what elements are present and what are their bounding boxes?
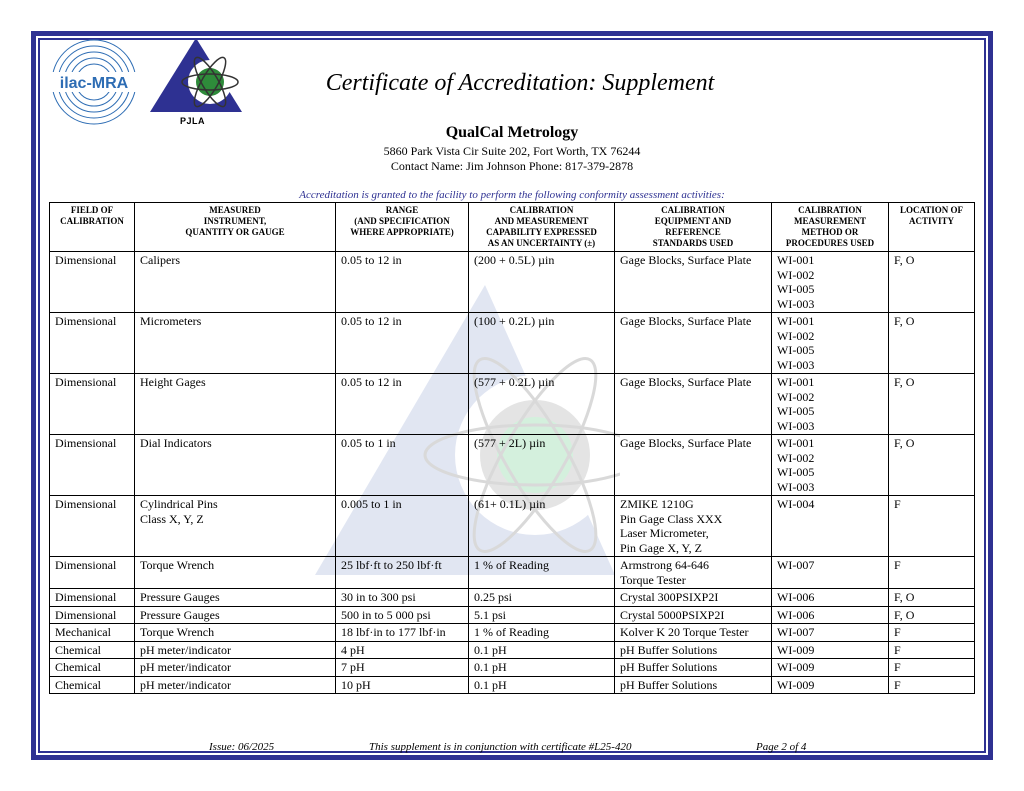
cell-location: F, O bbox=[889, 606, 975, 624]
table-row bbox=[50, 435, 975, 496]
cell-instrument: Pressure Gauges bbox=[135, 589, 336, 607]
cell-equipment: Gage Blocks, Surface Plate bbox=[615, 313, 772, 374]
footer-issue: Issue: 06/2025 bbox=[209, 741, 275, 753]
cell-location: F, O bbox=[889, 252, 975, 313]
pjla-logo-icon bbox=[148, 36, 248, 128]
cell-equipment: Gage Blocks, Surface Plate bbox=[615, 435, 772, 496]
cell-methods: WI-007 bbox=[772, 624, 889, 642]
cell-range: 10 pH bbox=[336, 676, 469, 694]
cell-field: Dimensional bbox=[50, 313, 135, 374]
ilac-logo-text: ilac-MRA bbox=[59, 75, 129, 92]
cell-methods: WI-009 bbox=[772, 641, 889, 659]
cell-instrument: Calipers bbox=[135, 252, 336, 313]
cell-range: 0.05 to 12 in bbox=[336, 252, 469, 313]
cell-range: 30 in to 300 psi bbox=[336, 589, 469, 607]
cell-field: Dimensional bbox=[50, 435, 135, 496]
cell-methods: WI-006 bbox=[772, 606, 889, 624]
cell-field: Mechanical bbox=[50, 624, 135, 642]
cell-location: F bbox=[889, 496, 975, 557]
cell-uncertainty: (577 + 2L) µin bbox=[469, 435, 615, 496]
scope-table bbox=[49, 202, 975, 694]
cell-equipment: pH Buffer Solutions bbox=[615, 641, 772, 659]
cell-location: F, O bbox=[889, 374, 975, 435]
table-row bbox=[50, 496, 975, 557]
column-header: RANGE (AND SPECIFICATION WHERE APPROPRIATE) bbox=[336, 203, 469, 252]
table-row bbox=[50, 624, 975, 642]
cell-range: 500 in to 5 000 psi bbox=[336, 606, 469, 624]
cell-methods: WI-004 bbox=[772, 496, 889, 557]
cell-range: 0.05 to 1 in bbox=[336, 435, 469, 496]
cell-field: Dimensional bbox=[50, 606, 135, 624]
cell-equipment: Gage Blocks, Surface Plate bbox=[615, 374, 772, 435]
cell-uncertainty: 0.25 psi bbox=[469, 589, 615, 607]
cell-instrument: Dial Indicators bbox=[135, 435, 336, 496]
cell-instrument: Pressure Gauges bbox=[135, 606, 336, 624]
column-header: CALIBRATION EQUIPMENT AND REFERENCE STANDARDS USED bbox=[615, 203, 772, 252]
column-header: LOCATION OF ACTIVITY bbox=[889, 203, 975, 252]
table-row bbox=[50, 313, 975, 374]
cell-field: Chemical bbox=[50, 659, 135, 677]
table-row bbox=[50, 641, 975, 659]
column-header: CALIBRATION AND MEASUREMENT CAPABILITY EXPRESSED AS AN UNCERTAINTY (±) bbox=[469, 203, 615, 252]
cell-methods: WI-001 WI-002 WI-005 WI-003 bbox=[772, 374, 889, 435]
table-header-row bbox=[50, 203, 975, 252]
cell-range: 0.005 to 1 in bbox=[336, 496, 469, 557]
cell-instrument: pH meter/indicator bbox=[135, 641, 336, 659]
table-row bbox=[50, 676, 975, 694]
table-row bbox=[50, 589, 975, 607]
cell-range: 18 lbf·in to 177 lbf·in bbox=[336, 624, 469, 642]
cell-instrument: Cylindrical Pins Class X, Y, Z bbox=[135, 496, 336, 557]
certificate-title: Certificate of Accreditation: Supplement bbox=[325, 70, 715, 96]
cell-field: Dimensional bbox=[50, 557, 135, 589]
cell-methods: WI-009 bbox=[772, 676, 889, 694]
cell-location: F bbox=[889, 641, 975, 659]
cell-uncertainty: 5.1 psi bbox=[469, 606, 615, 624]
cell-location: F bbox=[889, 624, 975, 642]
footer-supplement-note: This supplement is in conjunction with certificate #L25-420 bbox=[369, 741, 632, 753]
ilac-mra-logo-icon bbox=[48, 36, 140, 128]
cell-equipment: Armstrong 64-646 Torque Tester bbox=[615, 557, 772, 589]
cell-uncertainty: (100 + 0.2L) µin bbox=[469, 313, 615, 374]
cell-instrument: pH meter/indicator bbox=[135, 659, 336, 677]
cell-instrument: Height Gages bbox=[135, 374, 336, 435]
table-row bbox=[50, 374, 975, 435]
cell-methods: WI-001 WI-002 WI-005 WI-003 bbox=[772, 435, 889, 496]
cell-range: 0.05 to 12 in bbox=[336, 313, 469, 374]
footer-page: Page 2 of 4 bbox=[756, 741, 807, 753]
cell-range: 7 pH bbox=[336, 659, 469, 677]
cell-instrument: Torque Wrench bbox=[135, 557, 336, 589]
cell-uncertainty: (577 + 0.2L) µin bbox=[469, 374, 615, 435]
cell-location: F bbox=[889, 676, 975, 694]
cell-location: F, O bbox=[889, 589, 975, 607]
cell-location: F bbox=[889, 557, 975, 589]
table-row bbox=[50, 659, 975, 677]
table-row bbox=[50, 252, 975, 313]
cell-equipment: Crystal 5000PSIXP2I bbox=[615, 606, 772, 624]
cell-uncertainty: (200 + 0.5L) µin bbox=[469, 252, 615, 313]
table-body bbox=[50, 252, 975, 694]
cell-equipment: pH Buffer Solutions bbox=[615, 659, 772, 677]
cell-equipment: pH Buffer Solutions bbox=[615, 676, 772, 694]
cell-range: 4 pH bbox=[336, 641, 469, 659]
organization-name: QualCal Metrology bbox=[445, 124, 579, 141]
organization-contact: Contact Name: Jim Johnson Phone: 817-379-2878 bbox=[390, 159, 634, 173]
cell-uncertainty: 0.1 pH bbox=[469, 659, 615, 677]
column-header: FIELD OF CALIBRATION bbox=[50, 203, 135, 252]
cell-field: Dimensional bbox=[50, 589, 135, 607]
cell-range: 25 lbf·ft to 250 lbf·ft bbox=[336, 557, 469, 589]
cell-uncertainty: 0.1 pH bbox=[469, 676, 615, 694]
cell-uncertainty: 1 % of Reading bbox=[469, 624, 615, 642]
pjla-logo-text: PJLA bbox=[180, 116, 206, 126]
cell-equipment: ZMIKE 1210G Pin Gage Class XXX Laser Micrometer, Pin Gage X, Y, Z bbox=[615, 496, 772, 557]
column-header: CALIBRATION MEASUREMENT METHOD OR PROCEDURES USED bbox=[772, 203, 889, 252]
cell-location: F bbox=[889, 659, 975, 677]
cell-methods: WI-001 WI-002 WI-005 WI-003 bbox=[772, 252, 889, 313]
cell-field: Dimensional bbox=[50, 374, 135, 435]
cell-methods: WI-007 bbox=[772, 557, 889, 589]
cell-location: F, O bbox=[889, 313, 975, 374]
table-row bbox=[50, 606, 975, 624]
cell-uncertainty: 0.1 pH bbox=[469, 641, 615, 659]
cell-uncertainty: 1 % of Reading bbox=[469, 557, 615, 589]
cell-methods: WI-009 bbox=[772, 659, 889, 677]
column-header: MEASURED INSTRUMENT, QUANTITY OR GAUGE bbox=[135, 203, 336, 252]
cell-equipment: Gage Blocks, Surface Plate bbox=[615, 252, 772, 313]
cell-location: F, O bbox=[889, 435, 975, 496]
accreditation-note: Accreditation is granted to the facility to perform the following conformity assessment activities: bbox=[299, 189, 725, 201]
cell-field: Dimensional bbox=[50, 496, 135, 557]
cell-instrument: Micrometers bbox=[135, 313, 336, 374]
cell-field: Chemical bbox=[50, 676, 135, 694]
cell-field: Dimensional bbox=[50, 252, 135, 313]
cell-field: Chemical bbox=[50, 641, 135, 659]
cell-methods: WI-001 WI-002 WI-005 WI-003 bbox=[772, 313, 889, 374]
cell-range: 0.05 to 12 in bbox=[336, 374, 469, 435]
cell-uncertainty: (61+ 0.1L) µin bbox=[469, 496, 615, 557]
cell-instrument: pH meter/indicator bbox=[135, 676, 336, 694]
organization-address: 5860 Park Vista Cir Suite 202, Fort Worth, TX 76244 bbox=[383, 144, 641, 158]
cell-instrument: Torque Wrench bbox=[135, 624, 336, 642]
cell-equipment: Kolver K 20 Torque Tester bbox=[615, 624, 772, 642]
cell-equipment: Crystal 300PSIXP2I bbox=[615, 589, 772, 607]
cell-methods: WI-006 bbox=[772, 589, 889, 607]
table-row bbox=[50, 557, 975, 589]
